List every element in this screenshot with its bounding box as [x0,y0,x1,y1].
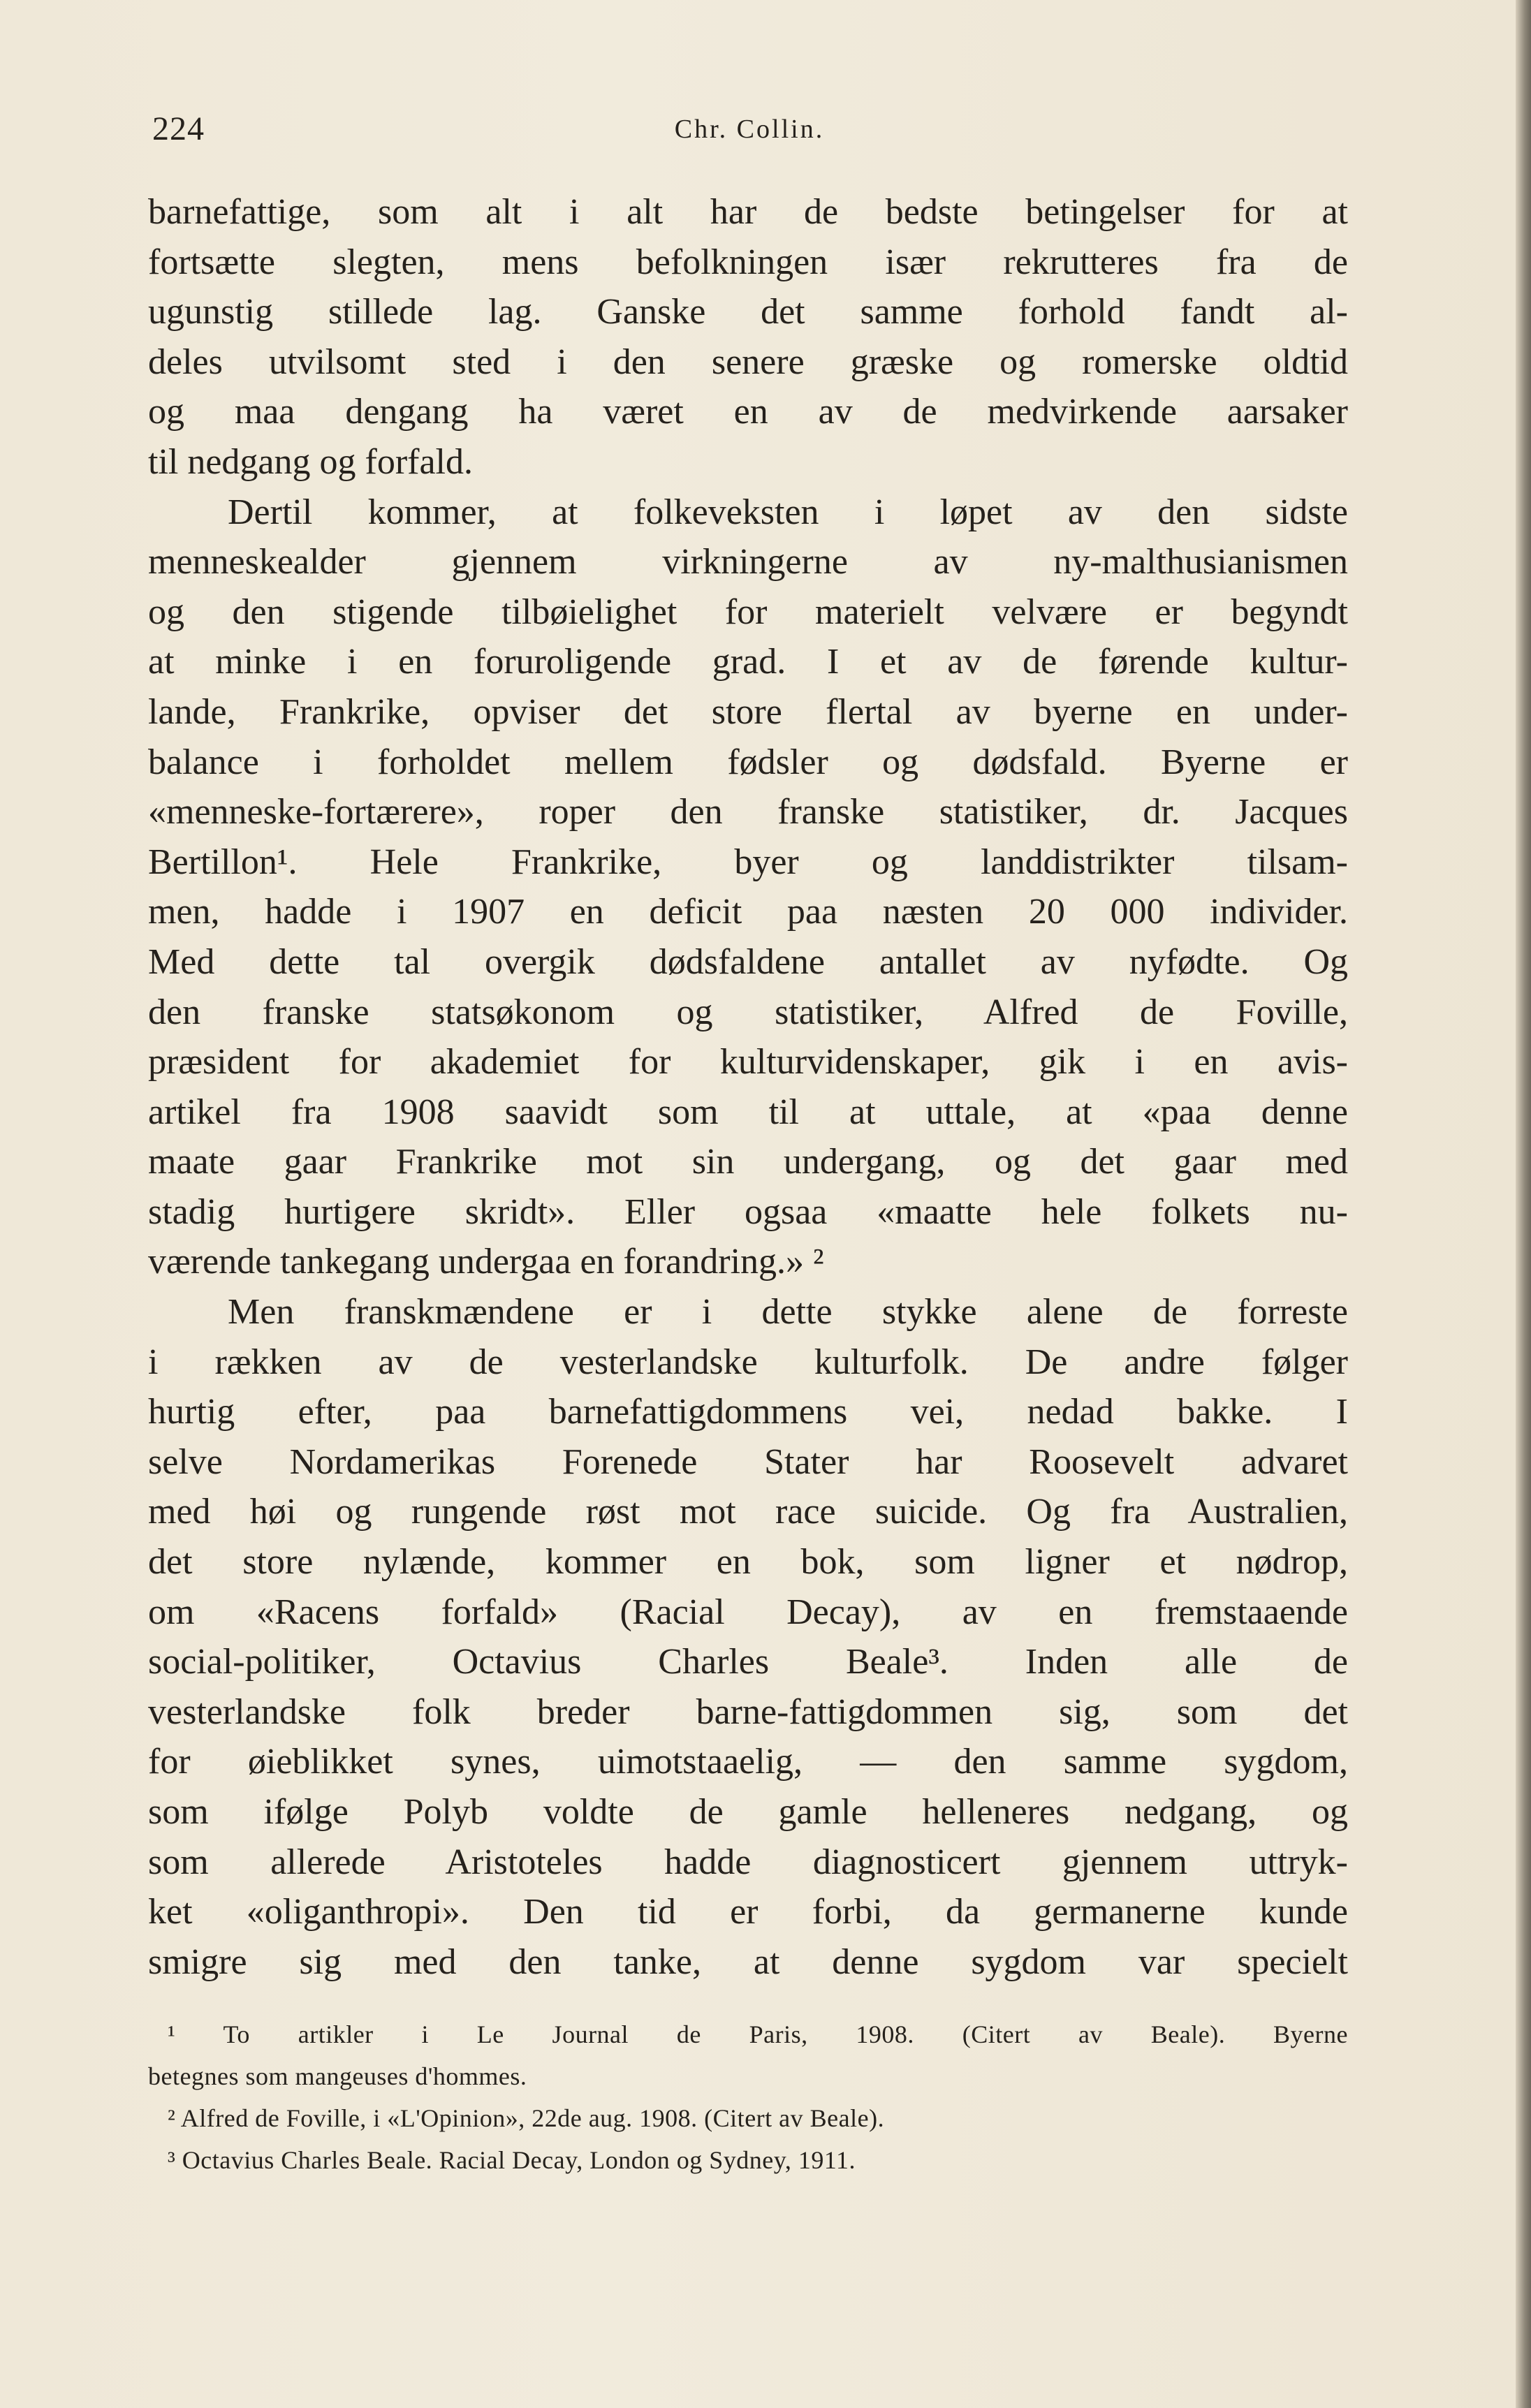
text-line: for øieblikket synes, uimotstaaelig, — den samme sygdom, [148,1742,1348,1782]
text-line: til nedgang og forfald. [148,441,473,482]
text-line: vesterlandske folk breder barne-fattigdommen sig, som det [148,1691,1348,1732]
text-line: fortsætte slegten, mens befolkningen især rekrutteres fra de [148,242,1348,282]
text-line: Men franskmændene er i dette stykke alene de forreste [228,1292,1348,1333]
text-line: med høi og rungende røst mot race suicide. Og fra Australien, [148,1492,1348,1532]
text-line: og maa dengang ha været en av de medvirkende aarsaker [148,392,1348,432]
page-number: 224 [152,110,205,147]
text-line: lande, Frankrike, opviser det store flertal av byerne en under- [148,691,1348,732]
text-line: men, hadde i 1907 en deficit paa næsten 20 000 individer. [148,892,1348,932]
text-line: præsident for akademiet for kulturvidenskaper, gik i en avis- [148,1042,1348,1082]
text-line: som ifølge Polyb voldte de gamle helleneres nedgang, og [148,1792,1348,1832]
text-line: balance i forholdet mellem fødsler og dødsfald. Byerne er [148,742,1348,782]
page-edge-shadow [1516,0,1531,2408]
text-line: menneskealder gjennem virkningerne av ny-malthusianismen [148,542,1348,582]
text-line: selve Nordamerikas Forenede Stater har Roosevelt advaret [148,1441,1348,1482]
body-text [148,187,1348,1987]
page-header [152,105,1347,154]
text-line: ket «oliganthropi». Den tid er forbi, da germanerne kunde [148,1892,1348,1932]
text-line: barnefattige, som alt i alt har de bedste betingelser for at [148,192,1348,232]
text-line: værende tankegang undergaa en forandring.» ² [148,1242,824,1282]
text-line: hurtig efter, paa barnefattigdommens vei, nedad bakke. I [148,1392,1348,1432]
text-line: det store nylænde, kommer en bok, som ligner et nødrop, [148,1542,1348,1583]
footnote-2: ² Alfred de Foville, i «L'Opinion», 22de aug. 1908. (Citert av Beale). [168,2104,885,2132]
text-line: og den stigende tilbøielighet for materielt velvære er begyndt [148,592,1348,632]
text-line: i rækken av de vesterlandske kulturfolk. De andre følger [148,1342,1348,1382]
text-line: Bertillon¹. Hele Frankrike, byer og landdistrikter tilsam- [148,842,1348,882]
text-line: maate gaar Frankrike mot sin undergang, og det gaar med [148,1142,1348,1182]
text-line: smigre sig med den tanke, at denne sygdom var specielt [148,1941,1348,1982]
footnotes [148,2013,1348,2181]
footnote-3: ³ Octavius Charles Beale. Racial Decay, London og Sydney, 1911. [168,2146,856,2174]
text-line: stadig hurtigere skridt». Eller ogsaa «maatte hele folkets nu- [148,1191,1348,1232]
text-line: social-politiker, Octavius Charles Beale³. Inden alle de [148,1642,1348,1682]
text-line: at minke i en foruroligende grad. I et av de førende kultur- [148,642,1348,682]
text-line: ugunstig stillede lag. Ganske det samme forhold fandt al- [148,292,1348,332]
text-line: Med dette tal overgik dødsfaldene antallet av nyfødte. Og [148,941,1348,982]
footnote-1-continued: betegnes som mangeuses d'hommes. [148,2062,527,2090]
text-line: den franske statsøkonom og statistiker, Alfred de Foville, [148,992,1348,1032]
text-line: om «Racens forfald» (Racial Decay), av en fremstaaende [148,1592,1348,1632]
text-line: deles utvilsomt sted i den senere græske og romerske oldtid [148,342,1348,382]
footnote-1: ¹ To artikler i Le Journal de Paris, 1908. (Citert av Beale). Byerne [168,2020,1348,2048]
text-line: Dertil kommer, at folkeveksten i løpet av den sidste [228,492,1348,532]
text-line: som allerede Aristoteles hadde diagnosticert gjennem uttryk- [148,1842,1348,1882]
text-line: «menneske-fortærere», roper den franske statistiker, dr. Jacques [148,792,1348,832]
text-line: artikel fra 1908 saavidt som til at uttale, at «paa denne [148,1092,1348,1132]
running-head: Chr. Collin. [674,115,825,144]
